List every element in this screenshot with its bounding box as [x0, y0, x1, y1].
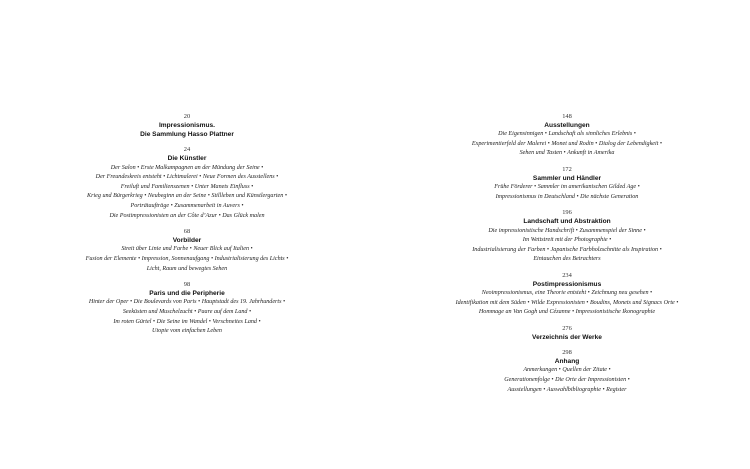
section-topics: Freiluft und Familienszenen • Unter Manets Einfluss •: [120, 183, 254, 190]
page-number: 98: [183, 281, 191, 289]
toc-entry: [37, 228, 337, 274]
left-page-contents: [37, 113, 337, 344]
chapter-title: Paris und die Peripherie: [149, 290, 225, 298]
section-topics: Ausstellungen • Auswahlbibliographie • Register: [507, 386, 627, 393]
toc-entry: [417, 349, 717, 395]
right-page-contents: [417, 113, 717, 402]
section-topics: Neoimpressionismus, eine Theorie entsteht • Zeichnung neu gesehen •: [481, 290, 653, 297]
page-number: 20: [183, 113, 191, 120]
section-topics: Utopie vom einfachen Leben: [152, 328, 222, 335]
section-topics: Impressionismus in Deutschland • Die nächste Generation: [495, 193, 639, 200]
page-number: 234: [562, 271, 572, 279]
section-topics: Fusion der Elemente • Impression, Sonnenaufgang • Industrialisierung des Lichts •: [85, 255, 289, 262]
section-topics: Streit über Linie und Farbe • Neuer Blick auf Italien •: [121, 246, 253, 253]
section-topics: Sehen und Tasten • Ankunft in Amerika: [519, 150, 615, 157]
section-topics: Anmerkungen • Quellen der Zitate •: [523, 367, 611, 374]
section-topics: Seeküsten und Muschelzucht • Paare auf dem Land •: [122, 308, 252, 315]
page-number: 68: [183, 228, 191, 236]
page-number: 148: [562, 113, 572, 120]
chapter-title: Postimpressionismus: [532, 280, 602, 288]
chapter-title: Landschaft und Abstraktion: [523, 218, 611, 226]
toc-entry: [417, 325, 717, 342]
section-topics: Im Wettstreit mit der Photographie •: [522, 237, 612, 244]
section-topics: Generationenfolge • Die Orte der Impressionisten •: [504, 376, 630, 383]
section-topics: Die impressionistische Handschrift • Zusammenspiel der Sinne •: [488, 227, 646, 234]
page-number: 298: [562, 349, 572, 357]
section-topics: Hommage an Van Gogh und Cézanne • Impressionistische Ikonographie: [478, 309, 656, 316]
section-topics: Porträtaufträge • Zusammenarbeit in Auvers •: [130, 202, 244, 209]
toc-entry: [417, 113, 717, 159]
page-number: 276: [562, 324, 572, 332]
toc-entry: [37, 146, 337, 221]
chapter-title: Anhang: [554, 358, 580, 366]
section-topics: Krieg und Bürgerkrieg • Neubeginn an der Seine • Stillleben und Künstlergarten •: [87, 193, 287, 200]
chapter-title: Verzeichnis der Werke: [532, 333, 602, 341]
section-topics: Experimentierfeld der Malerei • Monet und Rodin • Dialog der Lebendigkeit •: [471, 140, 663, 147]
section-topics: Identifikation mit dem Süden • Wilde Expressionisten • Boudins, Monets und Signacs Orte •: [455, 299, 679, 306]
chapter-title: Die Künstler: [167, 155, 207, 163]
toc-entry: [37, 113, 337, 139]
page-number: 24: [183, 146, 191, 154]
section-topics: Der Salon • Erste Malkampagnen an der Mündung der Seine •: [110, 164, 264, 171]
section-topics: Der Freundeskreis entsteht • Lichtmalerei • Neue Formen des Ausstellens •: [95, 174, 279, 181]
section-topics: Die Eigensinnigen • Landschaft als sinnliches Erlebnis •: [498, 131, 636, 138]
chapter-title: Die Sammlung Hasso Plattner: [140, 131, 234, 139]
page-number: 196: [562, 209, 572, 217]
toc-entry: [37, 281, 337, 337]
section-topics: Im roten Gürtel • Die Seine im Wandel • Verschneites Land •: [113, 318, 261, 325]
section-topics: Licht, Raum und bewegtes Sehen: [146, 265, 228, 272]
chapter-title: Ausstellungen: [544, 122, 590, 129]
toc-entry: [417, 209, 717, 265]
toc-entry: [417, 166, 717, 202]
section-topics: Die Postimpressionisten an der Côte d’Azur • Das Glück malen: [109, 212, 265, 219]
chapter-title: Sammler und Händler: [532, 174, 602, 182]
section-topics: Hinter der Oper • Die Boulevards von Paris • Hauptstadt des 19. Jahrhunderts •: [88, 299, 286, 306]
toc-entry: [417, 272, 717, 318]
page-number: 172: [562, 165, 572, 173]
section-topics: Eintauchen des Betrachters: [533, 256, 601, 263]
section-topics: Industrialisierung der Farben • Japanische Farbholzschnitte als Inspiration •: [472, 246, 662, 253]
section-topics: Frühe Förderer • Sammler im amerikanischen Gilded Age •: [494, 184, 640, 191]
chapter-title: Impressionismus.: [158, 122, 216, 129]
chapter-title: Vorbilder: [172, 237, 202, 245]
